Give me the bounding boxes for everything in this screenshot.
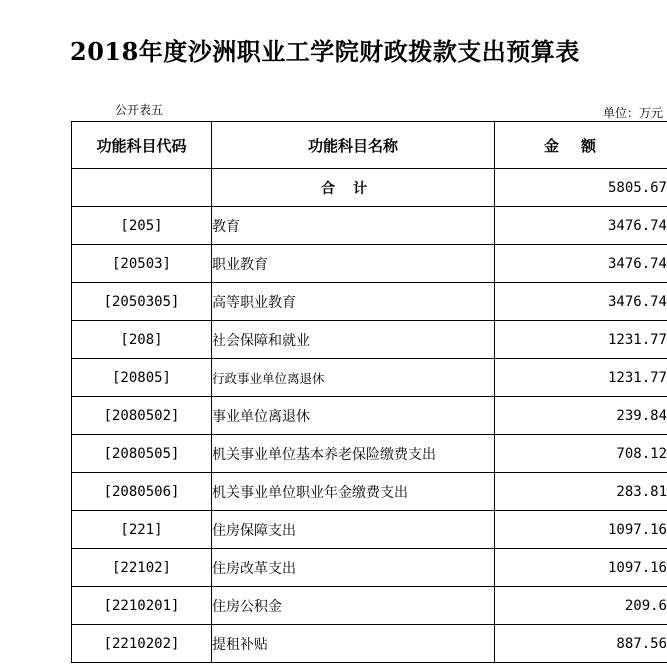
row-name: 提租补贴	[212, 625, 495, 663]
table-row	[72, 321, 667, 359]
row-code: [2210202]	[72, 625, 212, 663]
column-header-name: 功能科目名称	[212, 122, 495, 169]
row-code: [208]	[72, 321, 212, 359]
table-row	[72, 435, 667, 473]
row-name: 机关事业单位基本养老保险缴费支出	[212, 435, 495, 473]
column-header-amount: 金额	[495, 122, 667, 169]
row-amount: 887.56	[495, 625, 667, 663]
budget-table	[71, 121, 667, 663]
unit-label: 单位：万元	[602, 106, 663, 120]
page-title: 2018年度沙洲职业工学院财政拨款支出预算表	[70, 37, 580, 66]
row-code: [20503]	[72, 245, 212, 283]
table-row	[72, 549, 667, 587]
table-row	[72, 625, 667, 663]
row-code: [2050305]	[72, 283, 212, 321]
row-amount: 1097.16	[495, 511, 667, 549]
row-code: [2080506]	[72, 473, 212, 511]
row-name: 住房保障支出	[212, 511, 495, 549]
row-amount: 283.81	[495, 473, 667, 511]
row-code: [205]	[72, 207, 212, 245]
table-number-label: 公开表五	[115, 103, 164, 117]
row-name: 高等职业教育	[212, 283, 495, 321]
row-amount: 1097.16	[495, 549, 667, 587]
row-code: [2210201]	[72, 587, 212, 625]
row-amount: 3476.74	[495, 207, 667, 245]
table-row	[72, 397, 667, 435]
table-header-row	[72, 122, 667, 169]
row-name: 社会保障和就业	[212, 321, 495, 359]
row-amount: 1231.77	[495, 321, 667, 359]
row-code: [22102]	[72, 549, 212, 587]
row-amount: 209.6	[495, 587, 667, 625]
total-code-cell	[72, 169, 212, 207]
row-amount: 3476.74	[495, 283, 667, 321]
table-row	[72, 245, 667, 283]
row-code: [2080505]	[72, 435, 212, 473]
table-row	[72, 283, 667, 321]
row-amount: 3476.74	[495, 245, 667, 283]
row-name: 教育	[212, 207, 495, 245]
total-amount: 5805.67	[495, 169, 667, 207]
row-name: 机关事业单位职业年金缴费支出	[212, 473, 495, 511]
row-amount: 708.12	[495, 435, 667, 473]
row-code: [2080502]	[72, 397, 212, 435]
table-row	[72, 359, 667, 397]
row-name: 职业教育	[212, 245, 495, 283]
table-row	[72, 473, 667, 511]
table-row	[72, 207, 667, 245]
row-name: 事业单位离退休	[212, 397, 495, 435]
row-name: 住房改革支出	[212, 549, 495, 587]
row-code: [221]	[72, 511, 212, 549]
row-name: 住房公积金	[212, 587, 495, 625]
row-code: [20805]	[72, 359, 212, 397]
row-amount: 1231.77	[495, 359, 667, 397]
row-name: 行政事业单位离退休	[212, 359, 495, 397]
table-row	[72, 511, 667, 549]
table-row	[72, 587, 667, 625]
row-amount: 239.84	[495, 397, 667, 435]
total-row	[72, 169, 667, 207]
column-header-code: 功能科目代码	[72, 122, 212, 169]
total-label: 合计	[212, 169, 495, 207]
